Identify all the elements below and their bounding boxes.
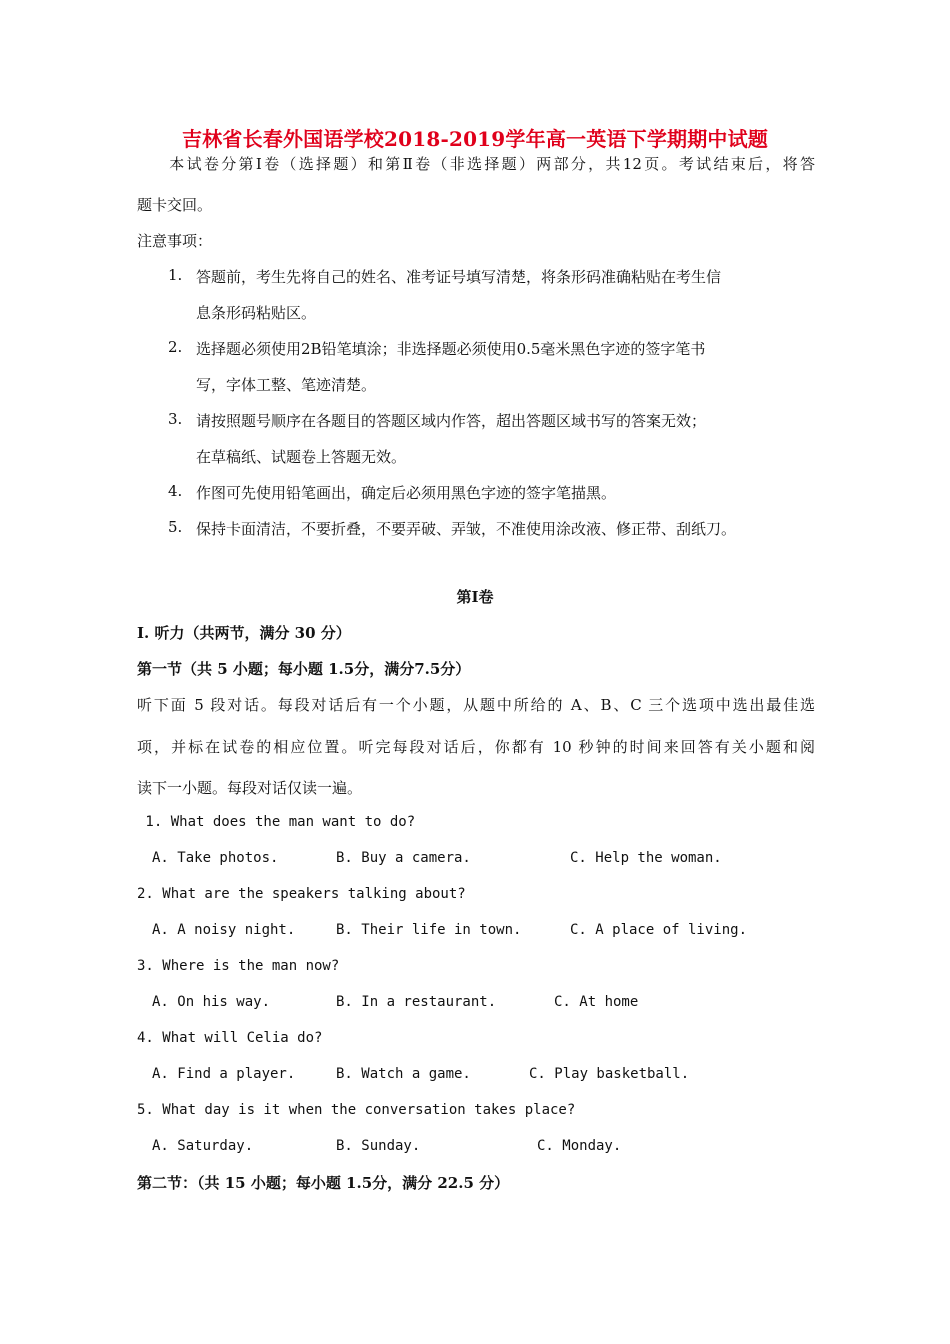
question-2-option-b: B. Their life in town.: [336, 922, 522, 938]
question-5-option-b: B. Sunday.: [336, 1138, 421, 1154]
question-1-option-b: B. Buy a camera.: [336, 850, 471, 866]
question-1: 1. What does the man want to do?: [137, 814, 416, 830]
page-title: 吉林省长春外国语学校2018-2019学年高一英语下学期期中试题: [181, 127, 769, 151]
note-1-number: 1.: [168, 266, 183, 284]
note-1-line-1: 答题前，考生先将自己的姓名、准考证号填写清楚，将条形码准确粘贴在考生信: [196, 268, 722, 286]
notes-heading: 注意事项：: [137, 232, 213, 250]
note-1-line-2: 息条形码粘贴区。: [196, 304, 317, 322]
question-2-option-c: C. A place of living.: [570, 922, 748, 938]
note-2-line-2: 写，字体工整、笔迹清楚。: [196, 376, 377, 394]
question-1-option-c: C. Help the woman.: [570, 850, 722, 866]
section-listening-heading: I. 听力（共两节，满分 30 分）: [137, 624, 351, 642]
question-3-option-a: A. On his way.: [152, 994, 271, 1010]
note-2-number: 2.: [168, 338, 183, 356]
part-1-instruction-line-3: 读下一小题。每段对话仅读一遍。: [137, 779, 363, 797]
question-2: 2. What are the speakers talking about?: [137, 886, 466, 902]
note-5-number: 5.: [168, 518, 183, 536]
note-4-line-1: 作图可先使用铅笔画出，确定后必须用黑色字迹的签字笔描黑。: [196, 484, 617, 502]
note-3-line-2: 在草稿纸、试题卷上答题无效。: [196, 448, 407, 466]
question-3-option-b: B. In a restaurant.: [336, 994, 497, 1010]
question-3-option-c: C. At home: [554, 994, 639, 1010]
question-5-option-c: C. Monday.: [537, 1138, 622, 1154]
note-3-line-1: 请按照题号顺序在各题目的答题区域内作答，超出答题区域书写的答案无效；: [196, 412, 707, 430]
question-5: 5. What day is it when the conversation takes place?: [137, 1102, 576, 1118]
note-4-number: 4.: [168, 482, 183, 500]
question-4: 4. What will Celia do?: [137, 1030, 323, 1046]
question-3: 3. Where is the man now?: [137, 958, 340, 974]
question-4-option-b: B. Watch a game.: [336, 1066, 471, 1082]
question-4-option-a: A. Find a player.: [152, 1066, 296, 1082]
part-1-heading: 第一节（共 5 小题；每小题 1.5分，满分7.5分）: [137, 660, 471, 678]
part-1-instruction-line-2: 项，并标在试卷的相应位置。听完每段对话后，你都有 10 秒钟的时间来回答有关小题和阅: [137, 738, 815, 756]
question-4-option-c: C. Play basketball.: [529, 1066, 690, 1082]
part-2-heading: 第二节：（共 15 小题；每小题 1.5分，满分 22.5 分）: [137, 1174, 510, 1192]
note-5-line-1: 保持卡面清洁，不要折叠，不要弄破、弄皱，不准使用涂改液、修正带、刮纸刀。: [196, 520, 737, 538]
question-5-option-a: A. Saturday.: [152, 1138, 254, 1154]
intro-line-2: 题卡交回。: [137, 196, 213, 214]
note-2-line-1: 选择题必须使用2B铅笔填涂；非选择题必须使用0.5毫米黑色字迹的签字笔书: [196, 340, 706, 358]
question-1-option-a: A. Take photos.: [152, 850, 279, 866]
question-2-option-a: A. A noisy night.: [152, 922, 296, 938]
note-3-number: 3.: [168, 410, 183, 428]
volume-heading: 第Ⅰ卷: [456, 588, 494, 606]
part-1-instruction-line-1: 听下面 5 段对话。每段对话后有一个小题，从题中所给的 A、B、C 三个选项中选出最佳选: [137, 696, 815, 714]
intro-line-1: 本试卷分第Ⅰ卷（选择题）和第Ⅱ卷（非选择题）两部分，共12页。考试结束后，将答: [167, 155, 815, 173]
